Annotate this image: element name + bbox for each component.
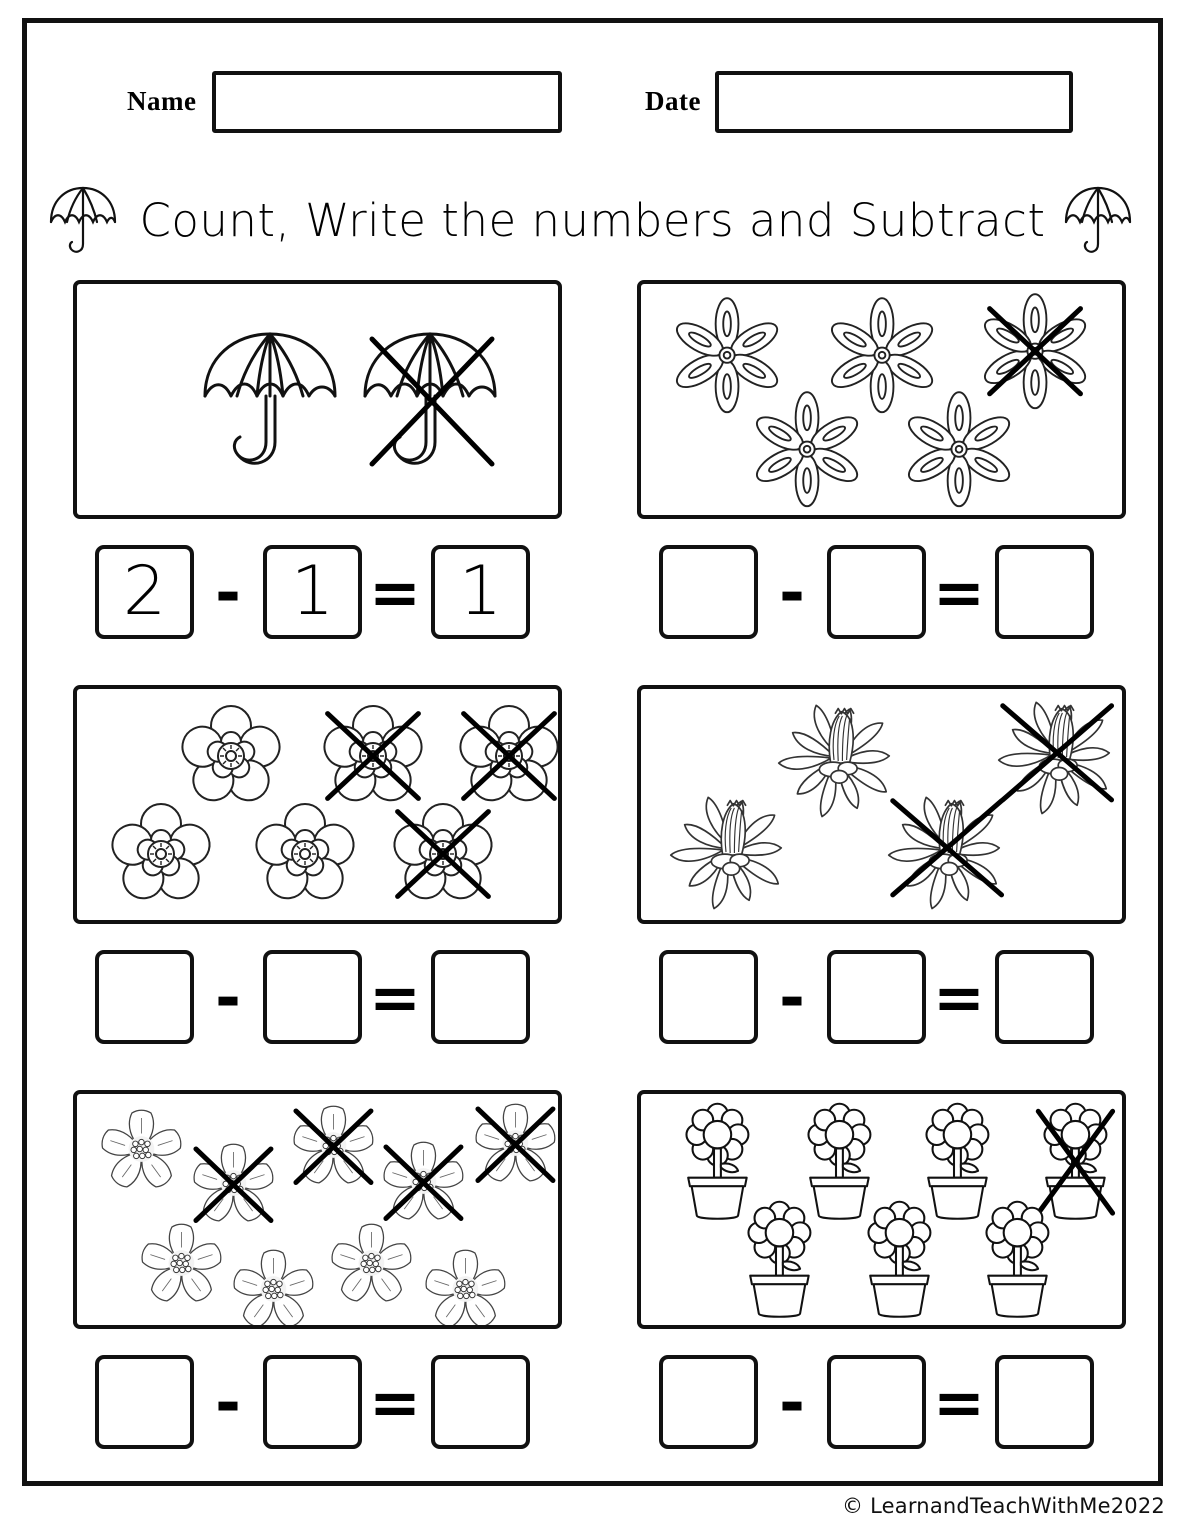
potted-flower-icon	[808, 1104, 870, 1219]
minus-operator: -	[779, 1365, 805, 1439]
equation-row	[73, 942, 562, 1047]
picture-box	[73, 1090, 562, 1329]
star-flower-icon	[231, 1250, 315, 1325]
worksheet-page	[22, 18, 1163, 1486]
equals-operator: =	[933, 1365, 985, 1439]
difference-box[interactable]	[995, 950, 1094, 1044]
rose-flower-icon	[177, 706, 284, 808]
subtrahend-box[interactable]	[263, 950, 362, 1044]
daisy-flower-icon	[672, 298, 782, 412]
daisy-flower-icon	[904, 392, 1014, 506]
minus-operator: -	[215, 960, 241, 1034]
minuend-box[interactable]	[95, 1355, 194, 1449]
umbrella-group	[77, 284, 558, 515]
daisy-flower-group	[641, 284, 1122, 515]
problem-6	[637, 1090, 1126, 1452]
date-input[interactable]	[715, 71, 1073, 133]
problem-row	[27, 1090, 1158, 1495]
subtrahend-box[interactable]	[827, 950, 926, 1044]
difference-box[interactable]	[995, 545, 1094, 639]
equals-operator: =	[933, 555, 985, 629]
problem-1	[73, 280, 562, 642]
potted-flower-group	[641, 1094, 1122, 1325]
picture-box	[73, 280, 562, 519]
potted-flower-icon	[686, 1104, 748, 1219]
daffodil-flower-group	[641, 689, 1122, 920]
equals-operator: =	[369, 1365, 421, 1439]
umbrella-icon	[45, 182, 125, 260]
picture-box	[73, 685, 562, 924]
page-title: Count, Write the numbers and Subtract	[139, 194, 1046, 247]
umbrella-icon	[205, 334, 335, 463]
picture-box	[637, 280, 1126, 519]
daisy-flower-icon	[752, 392, 862, 506]
daffodil-flower-icon	[778, 705, 890, 817]
picture-box	[637, 1090, 1126, 1329]
equation-row	[637, 537, 1126, 642]
equation-row	[73, 537, 562, 642]
umbrella-icon	[1060, 182, 1140, 260]
minuend-box[interactable]: 2	[95, 545, 194, 639]
star-flower-icon	[329, 1224, 413, 1304]
cross-out-mark	[372, 339, 492, 464]
equals-operator: =	[369, 555, 421, 629]
minus-operator: -	[779, 960, 805, 1034]
potted-flower-icon	[986, 1202, 1048, 1317]
equals-operator: =	[933, 960, 985, 1034]
problem-2	[637, 280, 1126, 642]
copyright-footer: © LearnandTeachWithMe2022	[842, 1494, 1165, 1518]
difference-box[interactable]	[431, 950, 530, 1044]
difference-box[interactable]	[431, 1355, 530, 1449]
star-flower-group	[77, 1094, 558, 1325]
worksheet-title-row	[27, 178, 1158, 263]
subtrahend-box[interactable]	[263, 1355, 362, 1449]
potted-flower-icon	[748, 1202, 810, 1317]
equation-row	[637, 1347, 1126, 1452]
potted-flower-icon	[926, 1104, 988, 1219]
daisy-flower-icon	[827, 298, 937, 412]
equation-row	[73, 1347, 562, 1452]
problem-4	[637, 685, 1126, 1047]
subtrahend-box[interactable]	[827, 545, 926, 639]
problem-row	[27, 280, 1158, 685]
minuend-box[interactable]	[659, 545, 758, 639]
picture-box	[637, 685, 1126, 924]
problem-5	[73, 1090, 562, 1452]
equals-operator: =	[369, 960, 421, 1034]
name-input[interactable]	[212, 71, 562, 133]
star-flower-icon	[99, 1110, 183, 1190]
minus-operator: -	[215, 555, 241, 629]
difference-box[interactable]: 1	[431, 545, 530, 639]
problem-3	[73, 685, 562, 1047]
problems-grid	[27, 280, 1158, 1495]
rose-flower-icon	[107, 804, 214, 906]
minuend-box[interactable]	[659, 950, 758, 1044]
minuend-box[interactable]	[95, 950, 194, 1044]
date-label: Date	[645, 86, 701, 116]
minus-operator: -	[779, 555, 805, 629]
subtrahend-box[interactable]: 1	[263, 545, 362, 639]
rose-flower-icon	[251, 804, 358, 906]
difference-box[interactable]	[995, 1355, 1094, 1449]
minus-operator: -	[215, 1365, 241, 1439]
minuend-box[interactable]	[659, 1355, 758, 1449]
equation-row	[637, 942, 1126, 1047]
potted-flower-icon	[868, 1202, 930, 1317]
star-flower-icon	[423, 1250, 507, 1325]
rose-flower-group	[77, 689, 558, 920]
student-info-row	[27, 68, 1158, 138]
subtrahend-box[interactable]	[827, 1355, 926, 1449]
daffodil-flower-icon	[670, 797, 782, 909]
star-flower-icon	[139, 1224, 223, 1304]
name-label: Name	[127, 86, 197, 116]
problem-row	[27, 685, 1158, 1090]
